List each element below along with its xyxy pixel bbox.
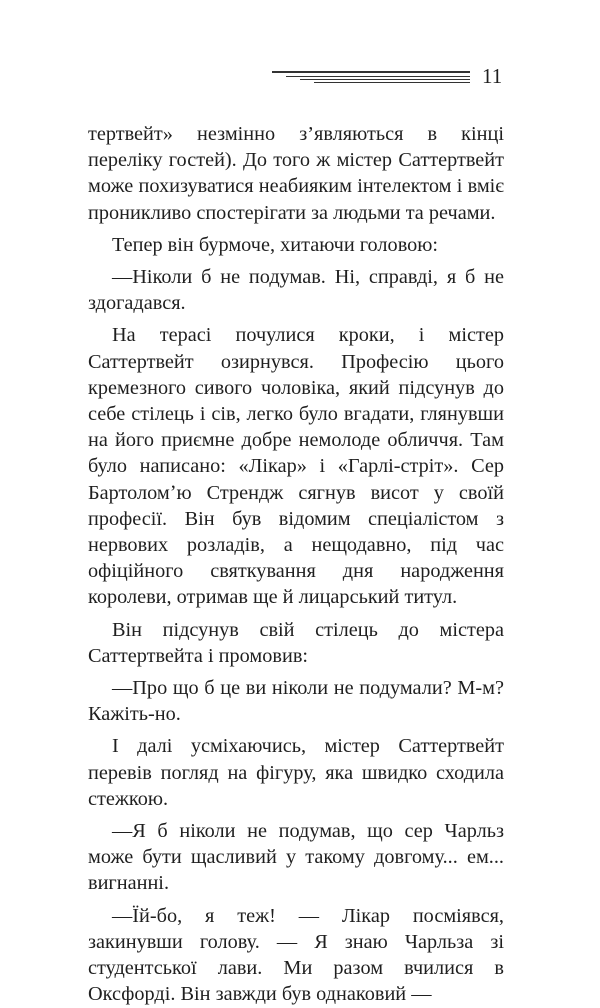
decorative-header-rules — [272, 71, 470, 83]
dialogue-paragraph: —Ніколи б не подумав. Ні, справді, я б не здогадався. — [88, 266, 504, 315]
paragraph: На терасі почулися кроки, і містер Саттертвейт озирнувся. Професію цього кремезного сивого чоловіка, який підсунув до себе стілець і сів, легко було вгадати, глянувши на його приємне добре немолоде обличчя. Там було написано: «Лікар» і «Гарлі-стріт». Сер Бартоломʼю Стрендж сягнув висот у своїй професії. Він був відомим спеціалістом з нервових розладів, а нещодавно, під час офіційного святкування дня народження королеви, отримав ще й лицарський титул. — [88, 324, 504, 609]
paragraph: Тепер він бурмоче, хитаючи головою: — [112, 233, 439, 256]
header-rule — [286, 76, 470, 77]
dialogue-paragraph: —Про що б це ви ніколи не подумали? М-м? Кажіть-но. — [88, 677, 504, 726]
dialogue-paragraph: —Їй-бо, я теж! — Лікар посміявся, закинувши голову. — Я знаю Чарльза зі студентської лави. Ми разом вчилися в Оксфорді. Він завжди був однаковий — — [88, 904, 504, 1006]
header-rule — [314, 82, 470, 83]
paragraph: Він підсунув свій стілець до містера Саттертвейта і промовив: — [88, 618, 504, 667]
page-number: 11 — [482, 64, 503, 88]
paragraph: І далі усміхаючись, містер Саттертвейт перевів погляд на фігуру, яка швидко сходила стежкою. — [88, 735, 504, 810]
paragraph: тертвейт» незмінно з’являються в кінці переліку гостей). До того ж містер Саттертвейт може похизуватися неабияким інтелектом і вміє проникливо спостерігати за людьми та речами. — [88, 123, 504, 224]
header-rule — [300, 79, 470, 80]
page-header — [272, 62, 517, 92]
dialogue-paragraph: —Я б ніколи не подумав, що сер Чарльз може бути щасливий у такому довгому... ем... вигнанні. — [88, 820, 504, 895]
header-rule — [272, 71, 470, 73]
